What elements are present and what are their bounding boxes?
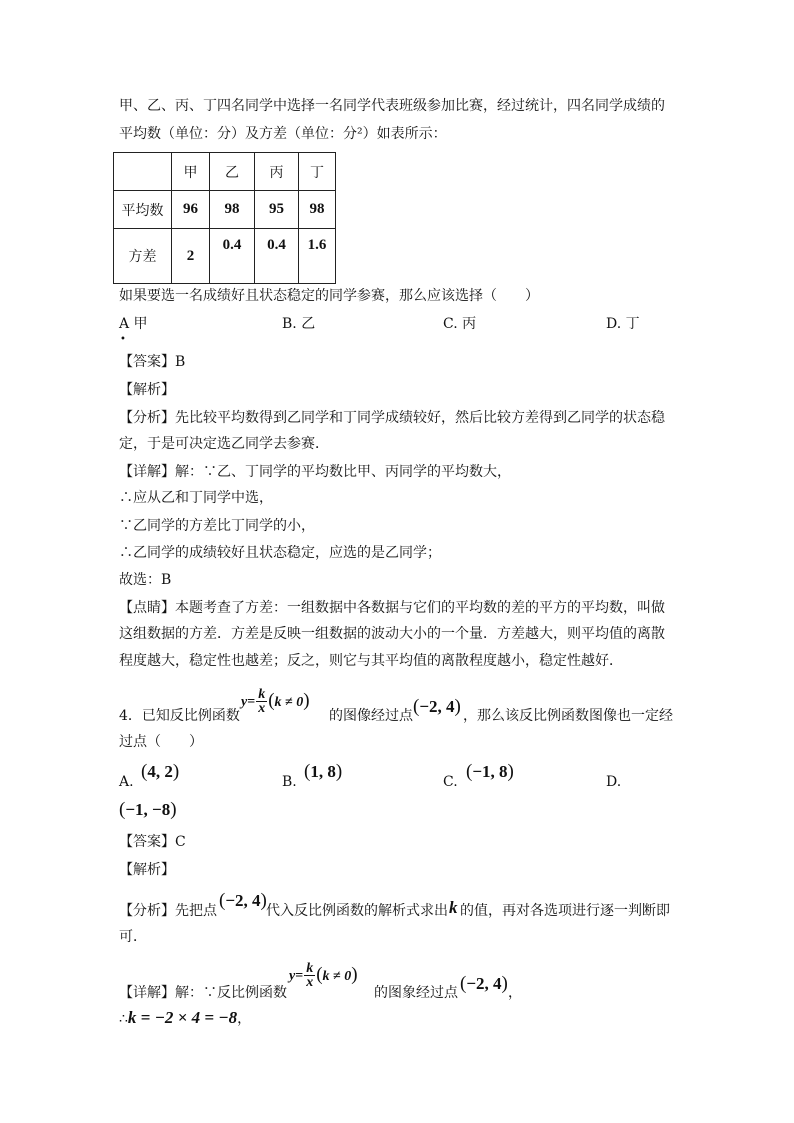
q3-conclusion: 故选：B <box>119 572 172 588</box>
formula-numerator: k <box>306 961 314 976</box>
formula-denominator: x <box>306 975 314 990</box>
q3-analysis-line2: 定，于是可决定选乙同学去参赛． <box>119 436 329 452</box>
q3-comment-line1: 【点睛】本题考查了方差：一组数据中各数据与它们的平均数的差的平方的平均数，叫做 <box>119 600 665 616</box>
q4-stem-line2: 过点（ ） <box>119 734 203 750</box>
q4-stem-c: ，那么该反比例函数图像也一定经 <box>463 708 673 724</box>
table-header-cell: 丁 <box>299 153 336 191</box>
table-row <box>114 229 336 284</box>
table-cell: 96 <box>172 191 210 229</box>
q3-option-b: B. 乙 <box>282 316 316 332</box>
formula-y: y <box>241 694 248 710</box>
table-header-cell: 乙 <box>210 153 255 191</box>
q4-stem-b: 的图像经过点 <box>329 708 413 724</box>
table-cell: 98 <box>210 191 255 229</box>
q3-detail-line3: ∵乙同学的方差比丁同学的小， <box>119 518 315 534</box>
table-header-cell: 丙 <box>255 153 299 191</box>
q4-detail-c: ， <box>508 985 522 1001</box>
q4-calc: k = −2 × 4 = −8 <box>127 1008 238 1027</box>
q3-answer: 【答案】B <box>119 354 186 370</box>
q4-analysis-c: 的值，再对各选项进行逐一判断即 <box>460 903 670 919</box>
q4-option-b-value: (1, 8) <box>304 761 343 782</box>
q3-comment-line2: 这组数据的方差．方差是反映一组数据的波动大小的一个量．方差越大，则平均值的离散 <box>119 626 665 642</box>
q4-function-formula: y= $\frac{k}{x}$ (k ≠ 0) <box>241 687 310 716</box>
q4-option-a-letter: A. <box>119 774 134 790</box>
q4-option-b-letter: B. <box>282 774 297 790</box>
q3-option-d: D. 丁 <box>606 316 640 332</box>
q4-detail-formula: y= $\frac{k}{x}$ (k ≠ 0) <box>289 961 358 990</box>
q4-analysis-heading: 【解析】 <box>119 862 175 878</box>
decorative-dot: • <box>120 334 126 345</box>
table-cell: 0.4 <box>210 229 255 284</box>
therefore-symbol: ∴ <box>119 1011 128 1027</box>
table-cell: 0.4 <box>255 229 299 284</box>
table-header-cell <box>114 153 172 191</box>
q4-option-c-letter: C. <box>443 774 458 790</box>
q3-analysis-line1: 【分析】先比较平均数得到乙同学和丁同学成绩较好，然后比较方差得到乙同学的状态稳 <box>119 410 665 426</box>
q4-point: (−2, 4) <box>413 696 461 717</box>
q3-comment-line3: 程度越大，稳定性也越差；反之，则它与其平均值的离散程度越小，稳定性越好． <box>119 653 623 669</box>
q4-analysis-point: (−2, 4) <box>219 890 267 911</box>
q4-analysis-line2: 可． <box>119 929 147 945</box>
q4-option-d-letter: D. <box>606 774 622 790</box>
q3-score-table <box>113 152 336 284</box>
table-row-label: 平均数 <box>114 191 172 229</box>
table-row <box>114 191 336 229</box>
table-cell: 95 <box>255 191 299 229</box>
table-header-row <box>114 153 336 191</box>
q3-analysis-heading: 【解析】 <box>119 382 175 398</box>
q4-option-d-value: (−1, −8) <box>119 799 177 820</box>
q3-detail-line4: ∴乙同学的成绩较好且状态稳定，应选的是乙同学； <box>119 545 441 561</box>
q4-analysis-k: k <box>449 898 458 917</box>
table-cell: 1.6 <box>299 229 336 284</box>
formula-condition: k ≠ 0 <box>322 968 352 984</box>
q3-intro-line2: 平均数（单位：分）及方差（单位：分²）如表所示： <box>119 126 447 142</box>
formula-numerator: k <box>258 687 266 702</box>
q4-option-c-value: (−1, 8) <box>466 761 514 782</box>
formula-y: y <box>289 968 296 984</box>
q4-analysis-b: 代入反比例函数的解析式求出 <box>266 903 448 919</box>
q3-detail-line1: 【详解】解：∵乙、丁同学的平均数比甲、丙同学的平均数大， <box>119 464 511 480</box>
q3-question: 如果要选一名成绩好且状态稳定的同学参赛，那么应该选择（ ） <box>119 288 539 304</box>
formula-denominator: x <box>258 701 266 716</box>
table-header-cell: 甲 <box>172 153 210 191</box>
q4-detail-point: (−2, 4) <box>460 973 508 994</box>
table-cell: 98 <box>299 191 336 229</box>
q4-calc-line <box>119 1008 251 1029</box>
q4-option-a-value: (4, 2) <box>141 761 180 782</box>
formula-condition: k ≠ 0 <box>274 694 304 710</box>
table-row-label: 方差 <box>114 229 172 284</box>
q4-detail-b: 的图象经过点 <box>374 985 458 1001</box>
calc-suffix: ， <box>237 1011 252 1027</box>
q4-stem-a: 4．已知反比例函数 <box>119 708 240 724</box>
q4-detail-a: 【详解】解：∵反比例函数 <box>119 985 287 1001</box>
q4-answer: 【答案】C <box>119 834 186 850</box>
q4-analysis-a: 【分析】先把点 <box>119 903 217 919</box>
formula-equals: = <box>295 968 304 984</box>
q3-option-c: C. 丙 <box>443 316 477 332</box>
q3-option-a: A 甲 <box>119 316 148 332</box>
q3-detail-line2: ∴应从乙和丁同学中选， <box>119 490 273 506</box>
formula-equals: = <box>247 694 256 710</box>
q3-intro-line1: 甲、乙、丙、丁四名同学中选择一名同学代表班级参加比赛，经过统计，四名同学成绩的 <box>119 98 665 114</box>
table-cell: 2 <box>172 229 210 284</box>
